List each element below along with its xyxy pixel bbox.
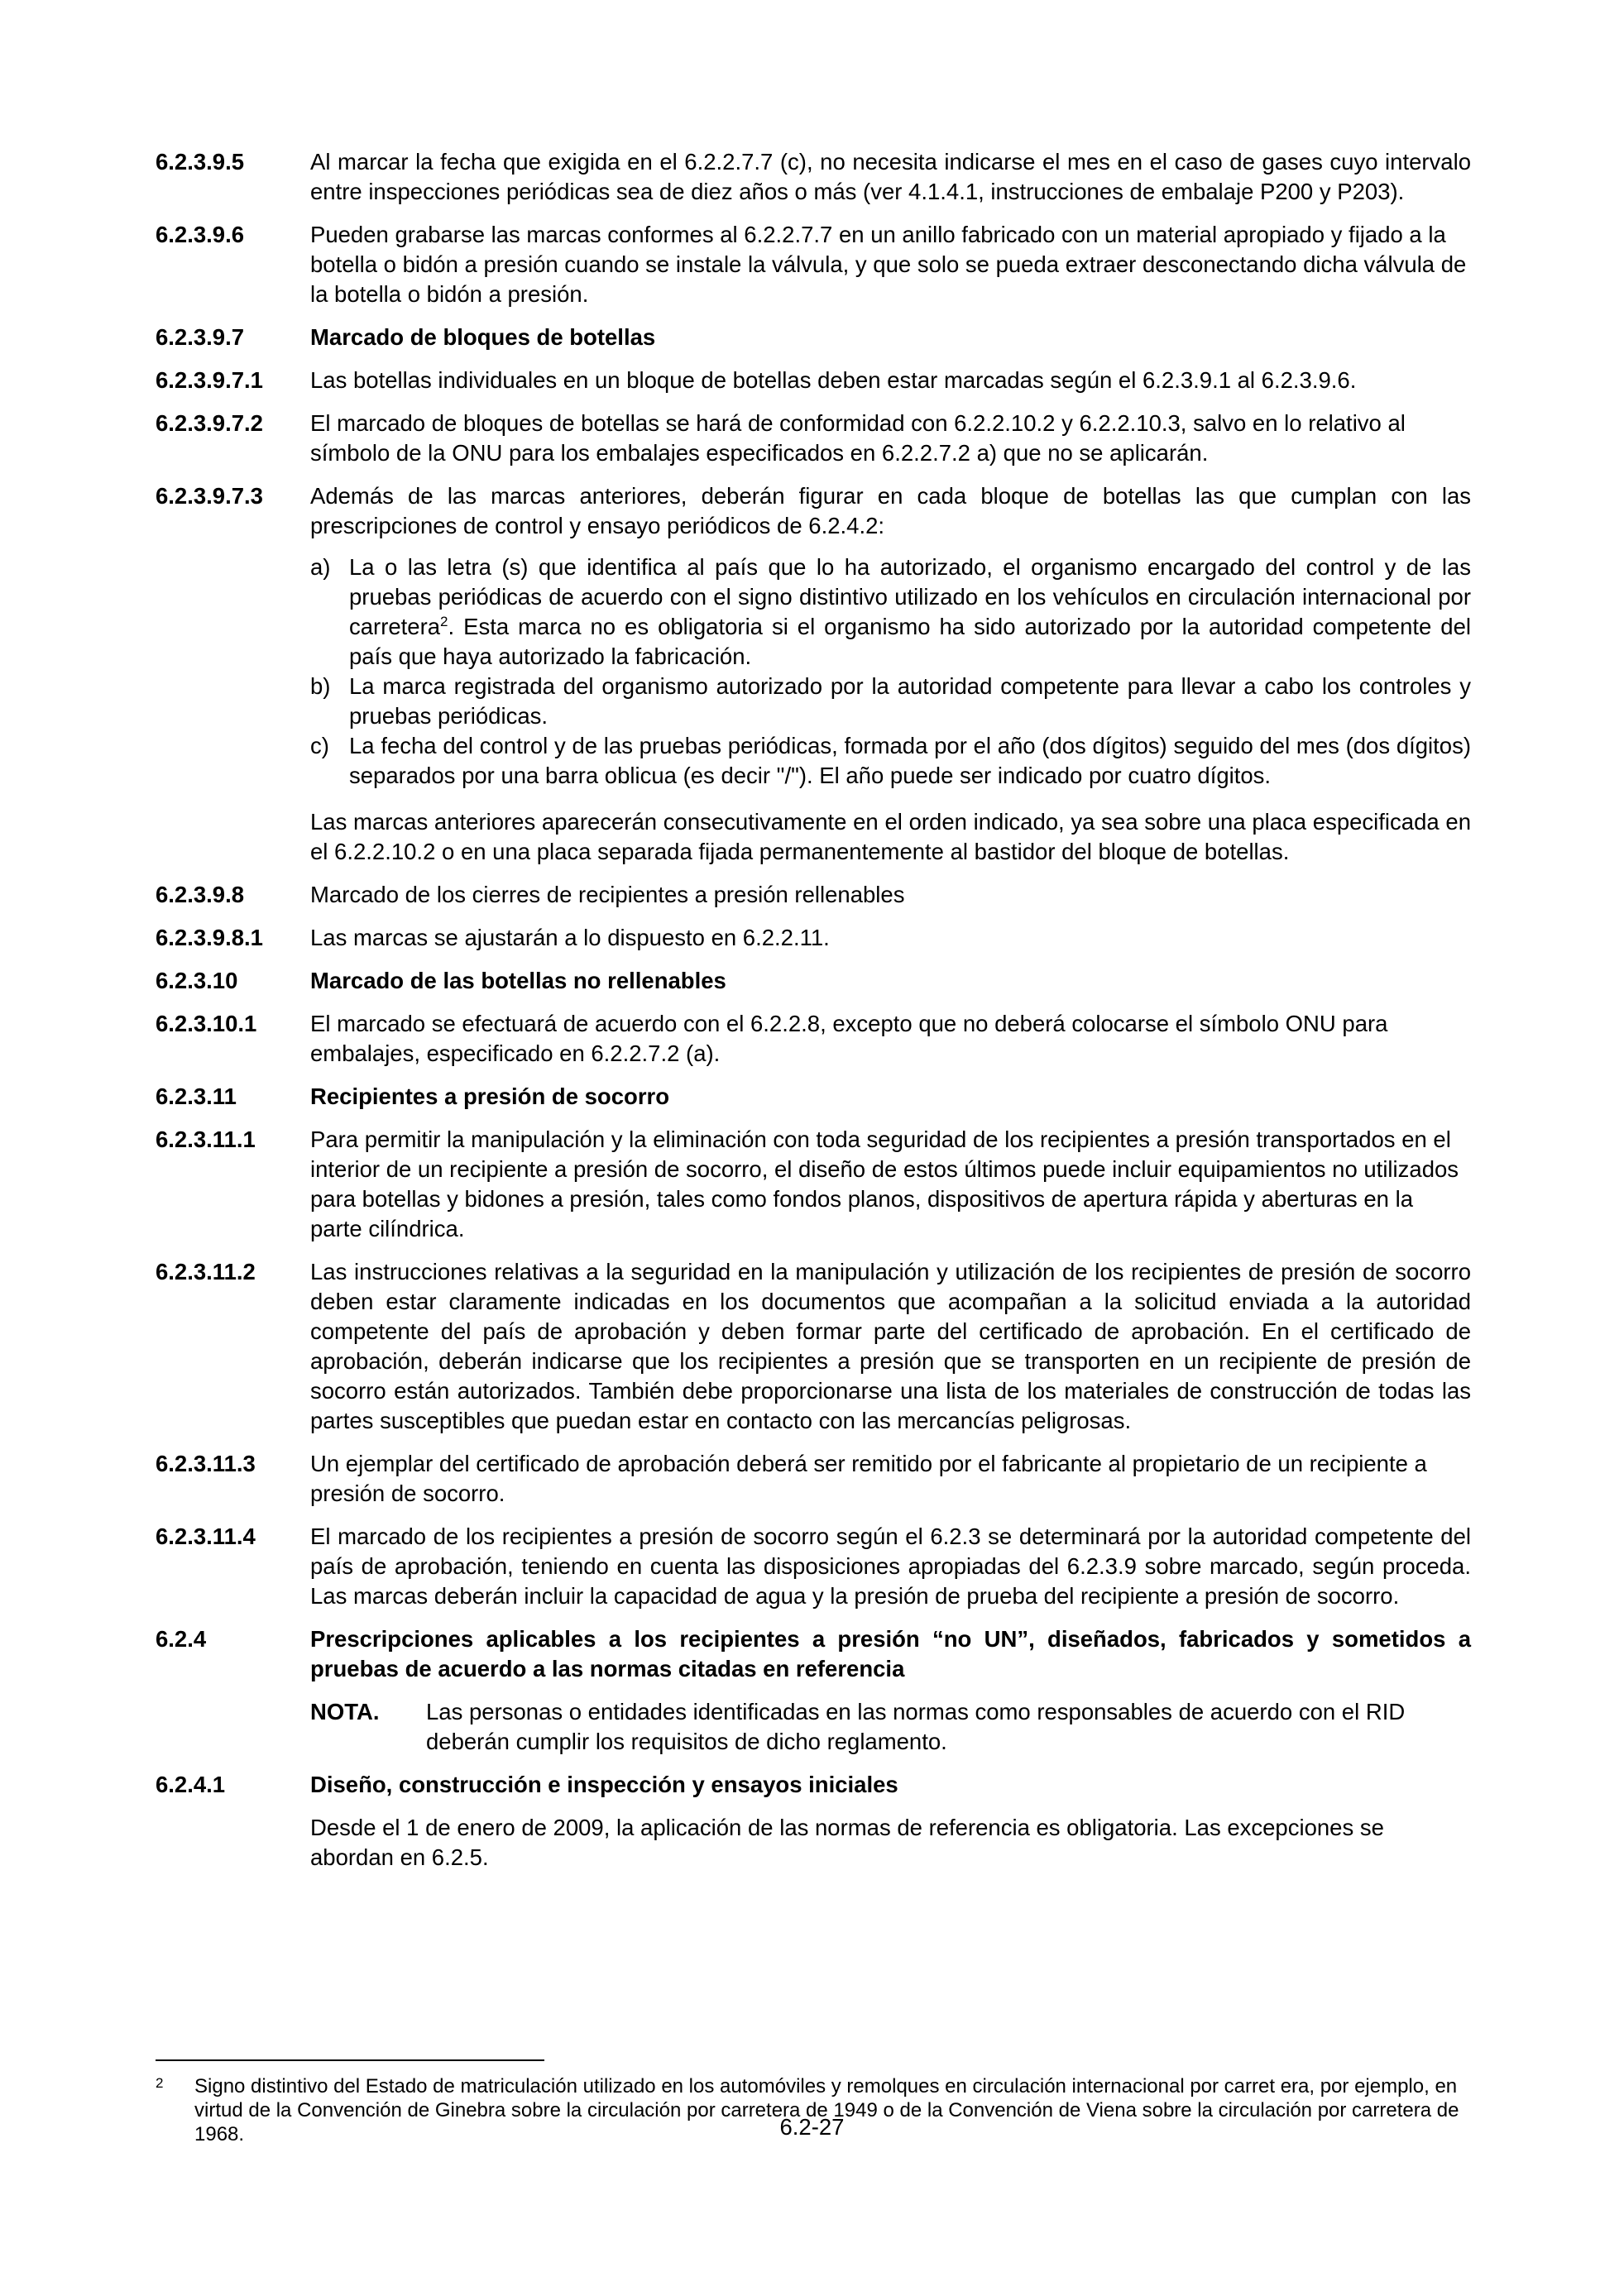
section-text: Las marcas se ajustarán a lo dispuesto en 6.2.2.11. <box>310 925 830 950</box>
section-number: 6.2.3.10 <box>156 968 238 993</box>
section-6-2-3-9-6 <box>156 220 1471 309</box>
document-page <box>156 147 1471 1886</box>
section-text: Para permitir la manipulación y la eliminación con toda seguridad de los recipientes a presión transportados en el interior de un recipiente a presión de socorro, el diseño de estos últimos puede incluir equipamientos no utilizados para botellas y bidones a presión, tales como fondos planos, dispositivos de apertura rápida y aberturas en la parte cilíndrica. <box>310 1126 1459 1241</box>
section-text: Un ejemplar del certificado de aprobación deberá ser remitido por el fabricante al propietario de un recipiente a presión de socorro. <box>310 1451 1427 1506</box>
section-6-2-4 <box>156 1624 1471 1684</box>
list-text: La fecha del control y de las pruebas periódicas, formada por el año (dos dígitos) seguido del mes (dos dígitos) separados por una barra oblicua (es decir "/"). El año puede ser indicado por cuatro dígitos. <box>349 733 1471 788</box>
section-number: 6.2.3.11.4 <box>156 1523 256 1549</box>
list-label: b) <box>310 673 331 699</box>
list-item <box>310 731 1471 791</box>
section-heading: Marcado de bloques de botellas <box>310 324 656 350</box>
section-6-2-3-11-1 <box>156 1125 1471 1244</box>
section-number: 6.2.3.10.1 <box>156 1011 257 1036</box>
list-text: . Esta marca no es obligatoria si el organismo ha sido autorizado por la autoridad competente del país que haya autorizado la fabricación. <box>349 614 1471 669</box>
section-number: 6.2.4 <box>156 1626 207 1652</box>
section-text: Al marcar la fecha que exigida en el 6.2.2.7.7 (c), no necesita indicarse el mes en el caso de gases cuyo intervalo entre inspecciones periódicas sea de diez años o más (ver 4.1.4.1, instrucciones de embalaje P200 y P203). <box>310 149 1471 204</box>
footnote-divider <box>156 2059 544 2061</box>
section-number: 6.2.3.9.5 <box>156 149 245 175</box>
section-6-2-3-10-1 <box>156 1009 1471 1069</box>
section-number: 6.2.3.9.6 <box>156 222 245 247</box>
section-6-2-4-1 <box>156 1770 1471 1800</box>
after-list-paragraph: Las marcas anteriores aparecerán consecutivamente en el orden indicado, ya sea sobre una placa especificada en el 6.2.2.10.2 o en una placa separada fijada permanentemente al bastidor del bloque de botellas. <box>310 809 1471 864</box>
footnote-ref: 2 <box>440 613 448 629</box>
list-item <box>310 552 1471 672</box>
footnote-mark: 2 <box>156 2075 164 2091</box>
section-text: Pueden grabarse las marcas conformes al 6.2.2.7.7 en un anillo fabricado con un material apropiado y fijado a la botella o bidón a presión cuando se instale la válvula, y que solo se pueda extraer desconectando dicha válvula de la botella o bidón a presión. <box>310 222 1467 307</box>
section-6-2-3-9-8 <box>156 880 1471 910</box>
section-heading: Prescripciones aplicables a los recipientes a presión “no UN”, diseñados, fabricados y sometidos a pruebas de acuerdo a las normas citadas en referencia <box>310 1626 1471 1681</box>
section-number: 6.2.3.11.1 <box>156 1126 256 1152</box>
list-label: a) <box>310 554 331 580</box>
section-6-2-3-11-2 <box>156 1257 1471 1436</box>
footnote-text: Signo distintivo del Estado de matriculación utilizado en los automóviles y remolques en circulación internacional por carret era, por ejemplo, en virtud de la Convención de Ginebra sobre la circulación por carretera de 1949 o de la Convención de Viena sobre la circulación por carretera de 1968. <box>194 2075 1459 2145</box>
section-text: Las botellas individuales en un bloque de botellas deben estar marcadas según el 6.2.3.9.1 al 6.2.3.9.6. <box>310 367 1357 393</box>
section-number: 6.2.3.9.7.3 <box>156 483 263 509</box>
section-number: 6.2.3.9.7.2 <box>156 410 263 436</box>
section-6-2-3-11 <box>156 1082 1471 1112</box>
section-number: 6.2.3.9.8.1 <box>156 925 263 950</box>
list-item <box>310 672 1471 731</box>
section-heading: Marcado de las botellas no rellenables <box>310 968 726 993</box>
section-6-2-3-9-8-1 <box>156 923 1471 953</box>
page-number: 6.2-27 <box>779 2114 845 2140</box>
section-text: Las instrucciones relativas a la seguridad en la manipulación y utilización de los recipientes de presión de socorro deben estar claramente indicadas en los documentos que acompañan a la solicitud enviada a la autoridad competente del país de aprobación y deben formar parte del certificado de aprobación. En el certificado de aprobación, deberán indicarse que los recipientes a presión que se transporten en un recipiente de presión de socorro están autorizados. También debe proporcionarse una lista de los materiales de construcción de todas las partes susceptibles que puedan estar en contacto con las mercancías peligrosas. <box>310 1259 1471 1433</box>
section-text: Marcado de los cierres de recipientes a presión rellenables <box>310 882 905 907</box>
section-6-2-3-11-3 <box>156 1449 1471 1509</box>
section-number: 6.2.3.11 <box>156 1083 237 1109</box>
section-6-2-3-9-7-3 <box>156 481 1471 867</box>
section-6-2-3-9-5 <box>156 147 1471 207</box>
section-text: El marcado de los recipientes a presión de socorro según el 6.2.3 se determinará por la autoridad competente del país de aprobación, teniendo en cuenta las disposiciones apropiadas del 6.2.3.9 sobre marcado, según proceda. Las marcas deberán incluir la capacidad de agua y la presión de prueba del recipiente a presión de socorro. <box>310 1523 1471 1609</box>
section-text: Además de las marcas anteriores, deberán figurar en cada bloque de botellas las que cumplan con las prescripciones de control y ensayo periódicos de 6.2.4.2: <box>310 483 1471 538</box>
section-6-2-3-10 <box>156 966 1471 996</box>
section-6-2-3-9-7-2 <box>156 409 1471 468</box>
section-number: 6.2.3.9.7.1 <box>156 367 263 393</box>
list-label: c) <box>310 733 329 758</box>
list-text: La marca registrada del organismo autorizado por la autoridad competente para llevar a cabo los controles y pruebas periódicas. <box>349 673 1471 729</box>
section-number: 6.2.3.11.2 <box>156 1259 256 1284</box>
section-number: 6.2.3.11.3 <box>156 1451 256 1476</box>
nota-label: NOTA. <box>310 1699 380 1724</box>
section-6-2-3-9-7-1 <box>156 366 1471 395</box>
section-6-2-3-9-7 <box>156 323 1471 352</box>
nota-block <box>310 1697 1471 1757</box>
section-text: El marcado se efectuará de acuerdo con el 6.2.2.8, excepto que no deberá colocarse el símbolo ONU para embalajes, especificado en 6.2.2.7.2 (a). <box>310 1011 1388 1066</box>
section-text: El marcado de bloques de botellas se hará de conformidad con 6.2.2.10.2 y 6.2.2.10.3, salvo en lo relativo al símbolo de la ONU para los embalajes especificados en 6.2.2.7.2 a) que no se aplicarán. <box>310 410 1406 466</box>
marking-list <box>310 552 1471 791</box>
section-6-2-3-11-4 <box>156 1522 1471 1611</box>
paragraph-6-2-4-1: Desde el 1 de enero de 2009, la aplicación de las normas de referencia es obligatoria. Las excepciones se abordan en 6.2.5. <box>310 1815 1384 1870</box>
section-heading: Recipientes a presión de socorro <box>310 1083 670 1109</box>
list-text: La o las letra (s) que identifica al país que lo ha autorizado, el organismo encargado del control y de las pruebas periódicas de acuerdo con el signo distintivo utilizado en los vehículos en circulación internacional por carretera <box>349 554 1471 639</box>
section-heading: Diseño, construcción e inspección y ensayos iniciales <box>310 1772 898 1797</box>
nota-text: Las personas o entidades identificadas en las normas como responsables de acuerdo con el RID deberán cumplir los requisitos de dicho reglamento. <box>426 1699 1406 1754</box>
section-number: 6.2.3.9.7 <box>156 324 245 350</box>
section-number: 6.2.3.9.8 <box>156 882 245 907</box>
section-number: 6.2.4.1 <box>156 1772 226 1797</box>
